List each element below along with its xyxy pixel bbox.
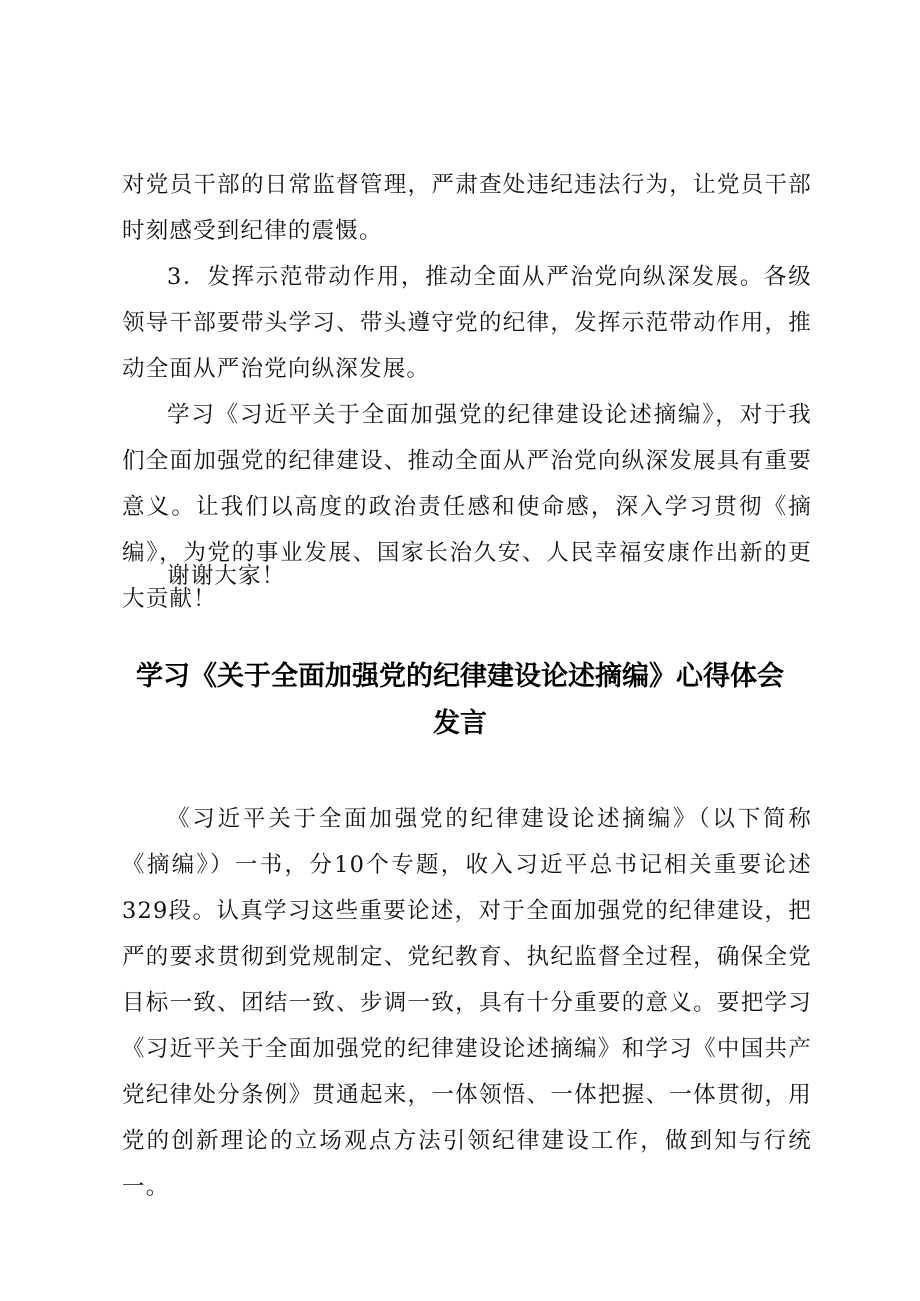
heading-line-1: 学习《关于全面加强党的纪律建设论述摘编》心得体会 [136,661,784,692]
paragraph-body: 《习近平关于全面加强党的纪律建设论述摘编》（以下简称《摘编》）一书，分10个专题，收入习近平总书记相关重要论述329段。认真学习这些重要论述，对于全面加强党的纪律建设，把严的要求贯彻到党规制定、党纪教育、执纪监督全过程，确保全党目标一致、团结一致、步调一致，具有十分重要的意义。要把学习《习近平关于全面加强党的纪律建设论述摘编》和学习《中国共产党纪律处分条例》贯通起来，一体领悟、一体把握、一体贯彻，用党的创新理论的立场观点方法引领纪律建设工作，做到知与行统一。 [122,806,812,1200]
section-heading [100,653,820,747]
heading-line-2: 发言 [433,708,487,739]
paragraph-thanks: 谢谢大家！ [167,563,286,589]
paragraph-continuation: 对党员干部的日常监督管理，严肃查处违纪违法行为，让党员干部时刻感受到纪律的震慑。 [122,172,812,244]
paragraph-conclusion: 学习《习近平关于全面加强党的纪律建设论述摘编》，对于我们全面加强党的纪律建设、推动全面从严治党向纵深发展具有重要意义。让我们以高度的政治责任感和使命感，深入学习贯彻《摘编》，为党的事业发展、国家长治久安、人民幸福安康作出新的更大贡献！ [122,402,812,612]
paragraph-point-3: 3．发挥示范带动作用，推动全面从严治党向纵深发展。各级领导干部要带头学习、带头遵守党的纪律，发挥示范带动作用，推动全面从严治党向纵深发展。 [122,264,812,382]
